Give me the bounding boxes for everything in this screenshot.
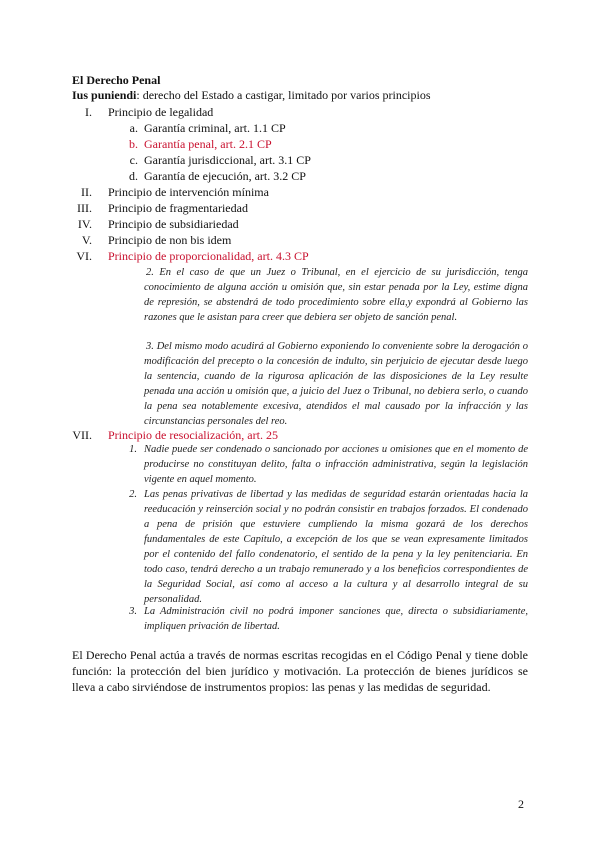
art-4-3-paragraph-2: 2. En el caso de que un Juez o Tribunal, en el ejercicio de su jurisdicción, tenga conocimiento de alguna acción u omisión que, sin estar penada por la Ley, estime digna de represión, se abstendrá de todo procedimiento sobre ella,y expondrá al Gobierno las razones que le asistan para creer que debiera ser objeto de sanción penal. (144, 267, 528, 323)
item-letter: b. (129, 137, 138, 151)
garantia-jurisdiccional: Garantía jurisdiccional, art. 3.1 CP (144, 153, 311, 167)
item-letter: a. (129, 121, 138, 135)
art-25-number: 2. (129, 489, 137, 500)
art-25-paragraph-1: Nadie puede ser condenado o sancionado por acciones u omisiones que en el momento de producirse no constituyan delito, falta o infracción administrativa, según la legislación vigente en aquel momento. (144, 444, 528, 485)
principle-legalidad: Principio de legalidad (108, 105, 214, 119)
principle-resocializacion: Principio de resocialización, art. 25 (108, 428, 278, 442)
art-25-paragraph-3: La Administración civil no podrá imponer sanciones que, directa o subsidiariamente, impliquen privación de libertad. (144, 606, 528, 632)
principle-number: III. (77, 201, 92, 215)
principle-subsidiariedad: Principio de subsidiariedad (108, 217, 239, 231)
principle-fragmentariedad: Principio de fragmentariedad (108, 201, 248, 215)
closing-paragraph: El Derecho Penal actúa a través de normas escritas recogidas en el Código Penal y tiene doble función: la protección del bien jurídico y motivación. La protección de bienes jurídicos se lleva a cabo sirviéndose de instrumentos propios: las penas y las medidas de seguridad. (72, 648, 528, 694)
principle-number: IV. (77, 217, 92, 231)
principle-number: II. (81, 185, 92, 199)
page-number: 2 (518, 797, 524, 811)
ius-puniendi-rest: : derecho del Estado a castigar, limitado por varios principios (136, 88, 431, 102)
item-letter: d. (129, 169, 138, 183)
principle-proporcionalidad: Principio de proporcionalidad, art. 4.3 CP (108, 249, 309, 263)
principle-number: I. (85, 105, 92, 119)
art-25-paragraph-2: Las penas privativas de libertad y las medidas de seguridad estarán orientadas hacia la reeducación y reinserción social y no podrán consistir en trabajos forzados. El condenado a pena de prisión que estuviere cumpliendo la misma gozará de los derechos fundamentales de este Capítulo, a excepción de los que se vean expresamente limitados por el contenido del fallo condenatorio, el sentido de la pena y la ley penitenciaria. En todo caso, tendrá derecho a un trabajo remunerado y a los beneficios correspondientes de la Seguridad Social, así como al acceso a la cultura y al desarrollo integral de su personalidad. (144, 489, 528, 605)
principle-number: VII. (72, 428, 92, 442)
item-letter: c. (129, 153, 138, 167)
garantia-ejecucion: Garantía de ejecución, art. 3.2 CP (144, 169, 306, 183)
principle-number: VI. (76, 249, 92, 263)
art-4-3-paragraph-3: 3. Del mismo modo acudirá al Gobierno exponiendo lo conveniente sobre la derogación o modificación del precepto o la concesión de indulto, sin perjuicio de ejecutar desde luego la sentencia, cuando de la rigurosa aplicación de las disposiciones de la Ley resulte penada una acción u omisión que, a juicio del Juez o Tribunal, no debiera serlo, o cuando la pena sea notablemente excesiva, atendidos el mal causado por la infracción y las circunstancias personales del reo. (144, 341, 528, 427)
art-25-number: 3. (129, 606, 137, 617)
garantia-penal: Garantía penal, art. 2.1 CP (144, 137, 272, 151)
page-title: El Derecho Penal (72, 73, 161, 87)
principle-non-bis-idem: Principio de non bis idem (108, 233, 232, 247)
art-25-number: 1. (129, 444, 137, 455)
garantia-criminal: Garantía criminal, art. 1.1 CP (144, 121, 286, 135)
ius-puniendi-definition (72, 88, 431, 103)
ius-puniendi-term: Ius puniendi (72, 88, 137, 102)
principle-number: V. (81, 233, 92, 247)
principle-intervencion-minima: Principio de intervención mínima (108, 185, 269, 199)
